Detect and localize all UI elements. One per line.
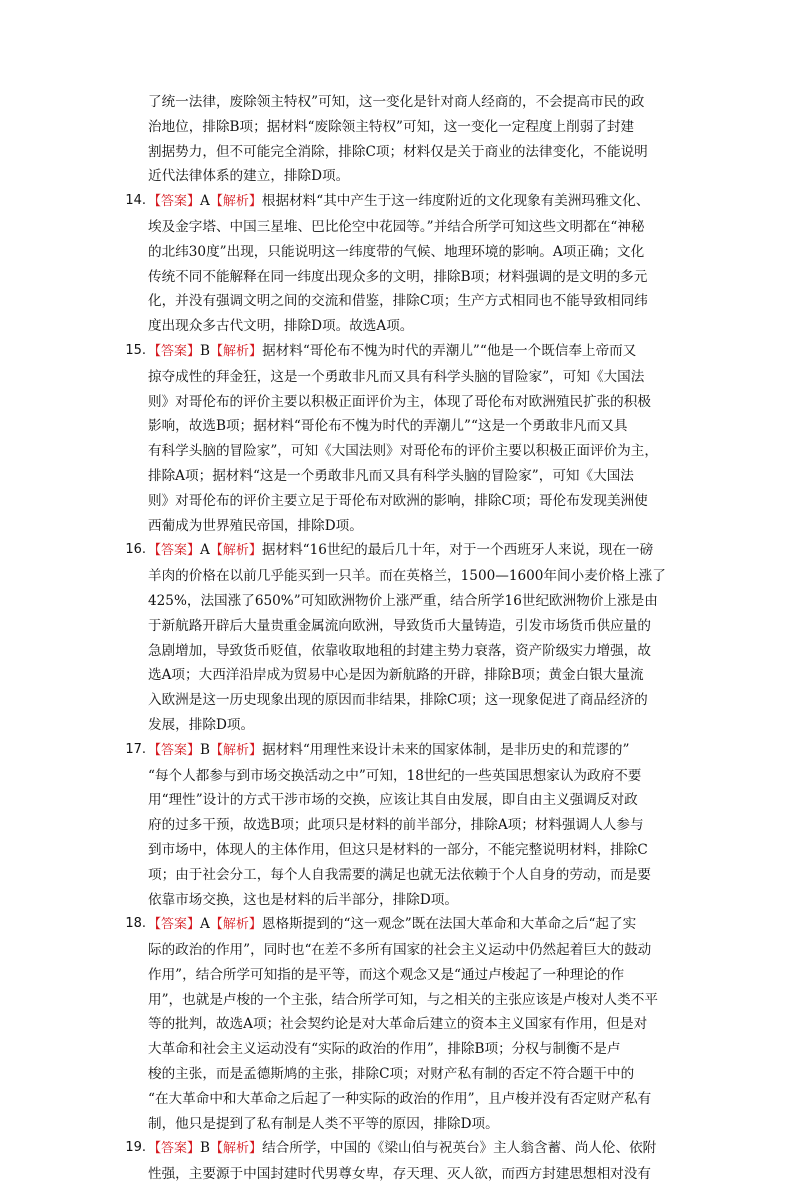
open-bracket: 【 bbox=[148, 543, 162, 559]
text-line: 大革命和社会主义运动没有“实际的政治的作用”，排除B项；分权与制衡不是卢 bbox=[148, 1041, 621, 1058]
text-line: 选A项；大西洋沿岸成为贸易中心是因为新航路的开辟，排除B项；黄金白银大量流 bbox=[148, 667, 644, 684]
analysis-text: 恩格斯提到的“这一观念”既在法国大革命和大革命之后“起了实 bbox=[261, 916, 637, 933]
answer-letter: B bbox=[200, 741, 211, 758]
text-line: 影响，故选B项；据材料“哥伦布不愧为时代的弄潮儿”“这是一个勇敢非凡而又具 bbox=[148, 418, 628, 435]
close-bracket: 】 bbox=[187, 742, 201, 758]
text-line: 的北纬30度”出现，只能说明这一纬度带的气候、地理环境的影响。A项正确；文化 bbox=[148, 243, 645, 260]
open-bracket: 【 bbox=[148, 194, 162, 210]
answer-item bbox=[125, 738, 678, 913]
question-number: 18. bbox=[125, 916, 146, 932]
open-bracket: 【 bbox=[148, 343, 162, 359]
text-line: 等的批判，故选A项；社会契约论是对大革命后建立的资本主义国家有作用，但是对 bbox=[148, 1016, 648, 1033]
text-line: 性强，主要源于中国封建时代男尊女卑，存天理、灭人欲，而西方封建思想相对没有 bbox=[148, 1166, 651, 1183]
text-line: 近代法律体系的建立，排除D项。 bbox=[148, 168, 350, 185]
text-line bbox=[148, 339, 678, 365]
text-line: 急剧增加，导致货币贬值，依靠收取地租的封建主势力衰落，资产阶级实力增强，故 bbox=[148, 642, 651, 659]
text-line bbox=[148, 912, 678, 938]
text-line: 治地位，排除B项；据材料“废除领主特权”可知，这一变化一定程度上削弱了封建 bbox=[148, 118, 635, 135]
text-line: 用”，也就是卢梭的一个主张，结合所学可知，与之相关的主张应该是卢梭对人类不平 bbox=[148, 991, 658, 1008]
text-line: 度出现众多古代文明，排除D项。故选A项。 bbox=[148, 318, 414, 335]
analysis-text: 据材料“16世纪的最后几十年，对于一个西班牙人来说，现在一磅 bbox=[261, 542, 654, 559]
text-line: 则》对哥伦布的评价主要以积极正面评价为主，体现了哥伦布对欧洲殖民扩张的积极 bbox=[148, 393, 651, 410]
analysis-tag: 【解析】 bbox=[209, 543, 262, 559]
text-line: 羊肉的价格在以前几乎能买到一只羊。而在英格兰，1500—1600年间小麦价格上涨了 bbox=[148, 568, 666, 585]
open-bracket: 【 bbox=[148, 917, 162, 933]
text-line: 发展，排除D项。 bbox=[148, 716, 255, 733]
analysis-tag: 【解析】 bbox=[210, 742, 263, 758]
analysis-text: 据材料“哥伦布不愧为时代的弄潮儿”“他是一个既信奉上帝而又 bbox=[262, 342, 637, 359]
text-line: 埃及金字塔、中国三星堆、巴比伦空中花园等。”并结合所学可知这些文明都在“神秘 bbox=[148, 218, 645, 235]
close-bracket: 】 bbox=[187, 1141, 201, 1157]
text-line: 到市场中，体现人的主体作用，但这只是材料的一部分，不能完整说明材料，排除C bbox=[148, 841, 648, 858]
text-line: 依靠市场交换，这也是材料的后半部分，排除D项。 bbox=[148, 891, 458, 908]
analysis-text: 根据材料“其中产生于这一纬度附近的文化现象有美洲玛雅文化、 bbox=[261, 193, 650, 210]
text-line: 传统不同不能解释在同一纬度出现众多的文明，排除B项；材料强调的是文明的多元 bbox=[148, 268, 648, 285]
answer-letter: A bbox=[200, 916, 210, 933]
text-line: 梭的主张，而是孟德斯鸠的主张，排除C项；对财产私有制的否定不符合题干中的 bbox=[148, 1066, 635, 1083]
answer-letter: B bbox=[200, 342, 211, 359]
text-line: 西葡成为世界殖民帝国，排除D项。 bbox=[148, 517, 363, 534]
answer-tag: 答案 bbox=[161, 194, 188, 210]
analysis-tag: 【解析】 bbox=[209, 917, 262, 933]
text-line: 作用”，结合所学可知指的是平等，而这个观念又是“通过卢梭起了一种理论的作 bbox=[148, 966, 625, 983]
open-bracket: 【 bbox=[148, 1141, 162, 1157]
text-line bbox=[148, 738, 678, 764]
open-bracket: 【 bbox=[148, 742, 162, 758]
text-line: 际的政治的作用”，同时也“在差不多所有国家的社会主义运动中仍然起着巨大的鼓动 bbox=[148, 942, 652, 959]
text-line: 排除A项；据材料“这是一个勇敢非凡而又具有科学头脑的冒险家”，可知《大国法 bbox=[148, 467, 634, 484]
text-line bbox=[148, 538, 678, 564]
question-number: 15. bbox=[125, 342, 146, 358]
answer-letter: A bbox=[200, 193, 210, 210]
answer-tag: 答案 bbox=[161, 917, 188, 933]
answer-item bbox=[125, 189, 678, 339]
analysis-text: 结合所学，中国的《梁山伯与祝英台》主人翁含蓄、尚人伦、依附 bbox=[262, 1140, 657, 1157]
question-number: 19. bbox=[125, 1140, 146, 1156]
analysis-text: 据材料“用理性来设计未来的国家体制，是非历史的和荒谬的” bbox=[262, 741, 630, 758]
analysis-tag: 【解析】 bbox=[210, 343, 263, 359]
text-line: 入欧洲是这一历史现象出现的原因而非结果，排除C项；这一现象促进了商品经济的 bbox=[148, 692, 648, 709]
analysis-tag: 【解析】 bbox=[210, 1141, 263, 1157]
answer-letter: B bbox=[200, 1140, 211, 1157]
intro-paragraph bbox=[148, 90, 678, 189]
text-line: 化，并没有强调文明之间的交流和借鉴，排除C项；生产方式相同也不能导致相同纬 bbox=[148, 293, 648, 310]
close-bracket: 】 bbox=[187, 343, 201, 359]
answer-item bbox=[125, 538, 678, 737]
question-number: 14. bbox=[125, 193, 146, 209]
text-line: 掠夺成性的拜金狂，这是一个勇敢非凡而又具有科学头脑的冒险家”，可知《大国法 bbox=[148, 368, 645, 385]
question-number: 16. bbox=[125, 542, 146, 558]
text-line: “在大革命中和大革命之后起了一种实际的政治的作用”，且卢梭并没有否定财产私有 bbox=[148, 1090, 652, 1107]
text-line: 项；由于社会分工，每个人自我需要的满足也就无法依赖于个人自身的劳动，而是要 bbox=[148, 866, 651, 883]
answer-item bbox=[125, 1136, 678, 1187]
answer-item bbox=[125, 912, 678, 1136]
answer-tag: 答案 bbox=[161, 742, 188, 758]
text-line: 有科学头脑的冒险家”，可知《大国法则》对哥伦布的评价主要以积极正面评价为主， bbox=[148, 443, 658, 460]
text-line: “每个人都参与到市场交换活动之中”可知，18世纪的一些英国思想家认为政府不要 bbox=[148, 767, 642, 784]
close-bracket: 】 bbox=[187, 917, 201, 933]
text-line: 了统一法律，废除领主特权”可知，这一变化是针对商人经商的，不会提高市民的政 bbox=[148, 94, 645, 110]
text-line: 于新航路开辟后大量贵重金属流向欧洲，导致货币大量铸造，引发市场货币供应量的 bbox=[148, 617, 651, 634]
text-line bbox=[148, 189, 678, 215]
text-line: 425%，法国涨了650%”可知欧洲物价上涨严重，结合所学16世纪欧洲物价上涨是由 bbox=[148, 592, 658, 609]
text-line: 割据势力，但不可能完全消除，排除C项；材料仅是关于商业的法律变化，不能说明 bbox=[148, 143, 648, 160]
answer-tag: 答案 bbox=[161, 343, 188, 359]
question-number: 17. bbox=[125, 741, 146, 757]
answer-letter: A bbox=[200, 542, 210, 559]
text-line: 则》对哥伦布的评价主要立足于哥伦布对欧洲的影响，排除C项；哥伦布发现美洲使 bbox=[148, 492, 648, 509]
text-line: 府的过多干预，故选B项；此项只是材料的前半部分，排除A项；材料强调人人参与 bbox=[148, 817, 644, 834]
answer-tag: 答案 bbox=[161, 543, 188, 559]
close-bracket: 】 bbox=[187, 194, 201, 210]
document-body bbox=[125, 90, 678, 1187]
answer-item bbox=[125, 339, 678, 538]
answer-tag: 答案 bbox=[161, 1141, 188, 1157]
analysis-tag: 【解析】 bbox=[209, 194, 262, 210]
close-bracket: 】 bbox=[187, 543, 201, 559]
text-line: 制，他只是提到了私有制是人类不平等的原因，排除D项。 bbox=[148, 1115, 499, 1132]
text-line bbox=[148, 1136, 678, 1162]
text-line: 用“理性”设计的方式干涉市场的交换，应该让其自由发展，即自由主义强调反对政 bbox=[148, 792, 638, 809]
